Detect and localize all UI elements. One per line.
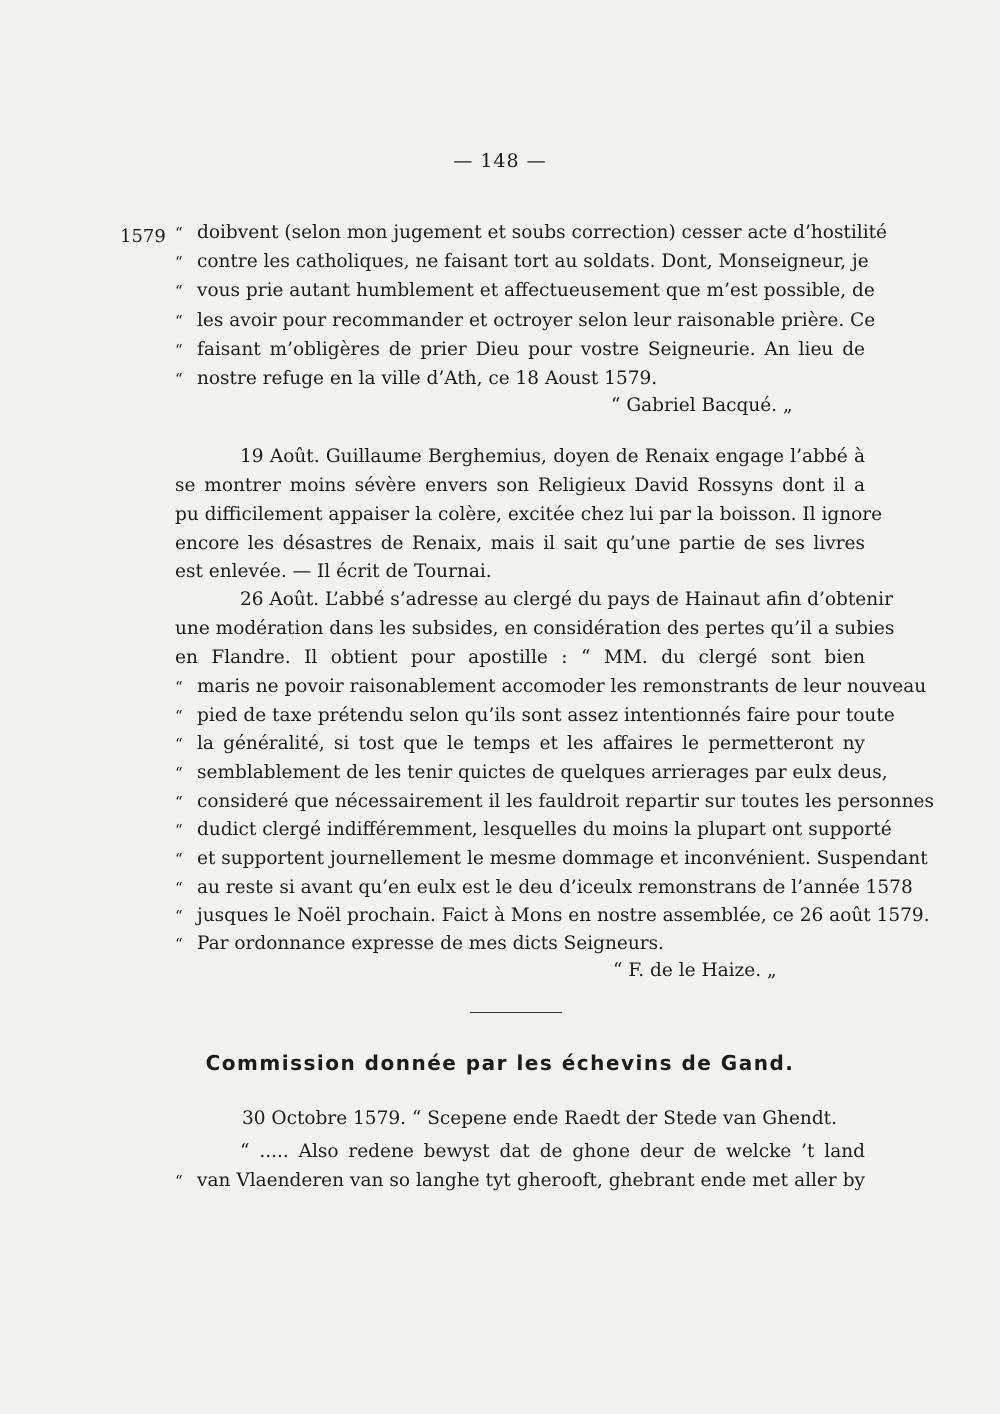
section-title: Commission donnée par les échevins de Gand.: [205, 1051, 795, 1075]
letter-line: “ contre les catholiques, ne faisant tort au soldats. Dont, Monseigneur, je: [175, 251, 869, 272]
commission-line: “ ..... Also redene bewyst dat de ghone deur de welcke ’t land: [240, 1141, 865, 1162]
quoted-line: “ et supportent journellement le mesme dommage et inconvénient. Suspendant: [175, 848, 928, 869]
signature-haize: “ F. de le Haize. „: [613, 960, 777, 981]
signature-bacque: “ Gabriel Bacqué. „: [611, 395, 793, 416]
quoted-line: “ Par ordonnance expresse de mes dicts Seigneurs.: [175, 933, 664, 954]
quoted-line: “ maris ne povoir raisonablement accomoder les remonstrants de leur nouveau: [175, 676, 927, 697]
page-number: — 148 —: [453, 150, 547, 172]
paragraph-line: est enlevée. — Il écrit de Tournai.: [175, 561, 492, 582]
letter-line: “ les avoir pour recommander et octroyer selon leur raisonable prière. Ce: [175, 310, 876, 331]
paragraph-line: 26 Août. L’abbé s’adresse au clergé du pays de Hainaut afin d’obtenir: [240, 589, 893, 610]
commission-line: 30 Octobre 1579. “ Scepene ende Raedt der Stede van Ghendt.: [242, 1108, 837, 1129]
quoted-line: “ consideré que nécessairement il les fauldroit repartir sur toutes les personnes: [175, 791, 934, 812]
paragraph-line: encore les désastres de Renaix, mais il sait qu’une partie de ses livres: [175, 533, 865, 554]
quoted-line: “ la généralité, si tost que le temps et les affaires le permetteront ny: [175, 733, 865, 754]
quoted-line: “ au reste si avant qu’en eulx est le deu d’iceulx remonstrans de l’année 1578: [175, 877, 913, 898]
commission-line: “ van Vlaenderen van so langhe tyt gherooft, ghebrant ende met aller by: [175, 1170, 865, 1191]
paragraph-line: une modération dans les subsides, en considération des pertes qu’il a subies: [175, 618, 895, 639]
quoted-line: “ dudict clergé indifféremment, lesquelles du moins la plupart ont supporté: [175, 819, 892, 840]
margin-year: 1579: [120, 226, 166, 247]
quoted-line: “ semblablement de les tenir quictes de quelques arrierages par eulx deus,: [175, 762, 888, 783]
letter-line: “ doibvent (selon mon jugement et soubs correction) cesser acte d’hostilité: [175, 222, 888, 243]
letter-line: “ nostre refuge en la ville d’Ath, ce 18 Aoust 1579.: [175, 368, 658, 389]
letter-line: “ vous prie autant humblement et affectueusement que m’est possible, de: [175, 280, 875, 301]
paragraph-line: pu difficilement appaiser la colère, excitée chez lui par la boisson. Il ignore: [175, 504, 883, 525]
section-divider: [470, 1012, 562, 1013]
paragraph-line: en Flandre. Il obtient pour apostille : “ MM. du clergé sont bien: [175, 647, 865, 668]
paragraph-line: se montrer moins sévère envers son Religieux David Rossyns dont il a: [175, 475, 865, 496]
quoted-line: “ jusques le Noël prochain. Faict à Mons en nostre assemblée, ce 26 août 1579.: [175, 905, 930, 926]
quoted-line: “ pied de taxe prétendu selon qu’ils sont assez intentionnés faire pour toute: [175, 705, 895, 726]
letter-line: “ faisant m’obligères de prier Dieu pour vostre Seigneurie. An lieu de: [175, 339, 865, 360]
paragraph-line: 19 Août. Guillaume Berghemius, doyen de Renaix engage l’abbé à: [240, 446, 865, 467]
